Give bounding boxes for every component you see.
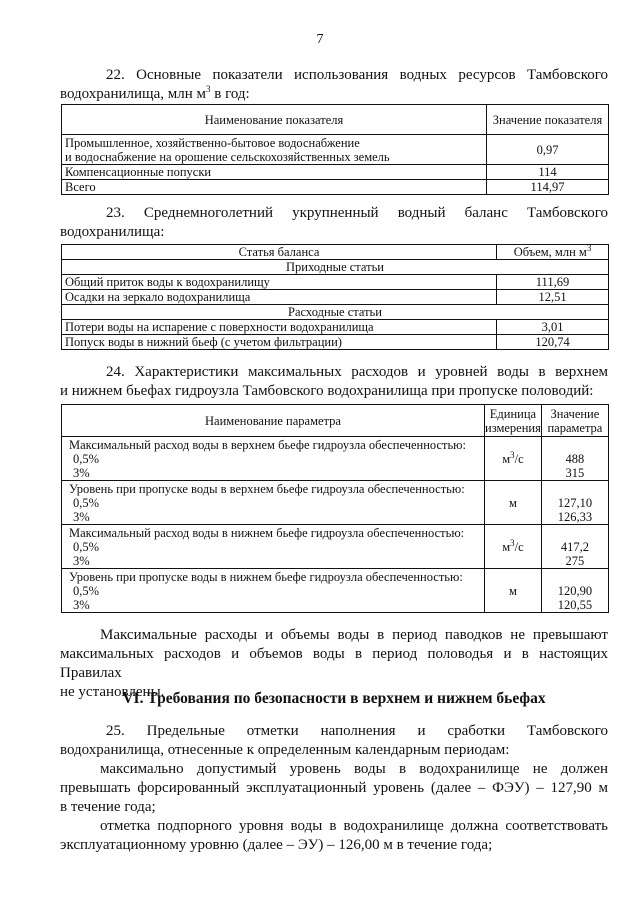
table-row (62, 165, 609, 180)
param-unit: м (485, 569, 542, 613)
param-name: Уровень при пропуске воды в нижнем бьефе гидроузла обеспеченностью: 0,5% 3% (62, 569, 485, 613)
row-value: 114 (487, 165, 609, 180)
table-row (62, 335, 609, 350)
text-line: водохранилища, отнесенные к определенным календарным периодам: (60, 742, 510, 758)
row-name: Промышленное, хозяйственно-бытовое водоснабжение и водоснабжение на орошение сельскохозяйственных земель (62, 135, 487, 165)
row-value: 114,97 (487, 180, 609, 195)
col-header-value: Значение параметра (541, 405, 608, 437)
row-name: Потери воды на испарение с поверхности водохранилища (62, 320, 497, 335)
table-flood-characteristics (61, 404, 609, 613)
param-values: 488 315 (541, 437, 608, 481)
section-23-heading (60, 204, 608, 242)
row-name: Попуск воды в нижний бьеф (с учетом фильтрации) (62, 335, 497, 350)
section-24-heading (60, 363, 608, 401)
row-name: Осадки на зеркало водохранилища (62, 290, 497, 305)
row-name: Компенсационные попуски (62, 165, 487, 180)
heading-line: 24. Характеристики максимальных расходов и уровней воды в верхнем (106, 364, 608, 380)
row-value: 0,97 (487, 135, 609, 165)
col-header-name: Наименование показателя (62, 105, 487, 135)
param-name: Максимальный расход воды в верхнем бьефе гидроузла обеспеченностью: 0,5% 3% (62, 437, 485, 481)
table-row (62, 290, 609, 305)
param-name: Максимальный расход воды в нижнем бьефе гидроузла обеспеченностью: 0,5% 3% (62, 525, 485, 569)
col-header-name: Наименование параметра (62, 405, 485, 437)
text-line: максимально допустимый уровень воды в водохранилище не должен (100, 761, 608, 777)
col-header-value: Объем, млн $м^3$ (497, 245, 609, 260)
table-row (62, 481, 609, 525)
text-line: отметка подпорного уровня воды в водохранилище должна соответствовать (100, 818, 608, 834)
row-value: 12,51 (497, 290, 609, 305)
group-expense-title: Расходные статьи (62, 305, 609, 320)
text-line: в течение года; (60, 799, 156, 815)
table-row (62, 525, 609, 569)
param-values: 127,10 126,33 (541, 481, 608, 525)
row-name: Всего (62, 180, 487, 195)
param-unit: $м^3/с$ (485, 437, 542, 481)
heading-line: и нижнем бьефах гидроузла Тамбовского водохранилища при пропуске половодий: (60, 383, 594, 399)
row-value: 111,69 (497, 275, 609, 290)
table-row (62, 320, 609, 335)
table-water-balance (61, 244, 609, 350)
text-line: превышать форсированный эксплуатационный уровень (далее – ФЭУ) – 127,90 м (60, 780, 608, 796)
col-header-value: Значение показателя (487, 105, 609, 135)
group-income-title: Приходные статьи (62, 260, 609, 275)
section-22-heading (60, 66, 608, 104)
col-header-unit: Единица измерения (485, 406, 541, 435)
row-name: Общий приток воды к водохранилищу (62, 275, 497, 290)
param-values: 120,90 120,55 (541, 569, 608, 613)
heading-line: водохранилища, млн $м^3$ в год: (60, 84, 250, 102)
text-line: эксплуатационному уровню (далее – ЭУ) – 126,00 м в течение года; (60, 837, 493, 853)
table-row (62, 437, 609, 481)
heading-line: 23. Среднемноголетний укрупненный водный баланс Тамбовского (106, 205, 608, 221)
param-unit: м (485, 481, 542, 525)
table-row (62, 180, 609, 195)
section-25 (60, 722, 608, 855)
col-header-name: Статья баланса (62, 245, 497, 260)
text-line: не установлены. (60, 684, 165, 700)
heading-line: 22. Основные показатели использования водных ресурсов Тамбовского (106, 67, 608, 83)
page-number: 7 (316, 32, 324, 47)
table-row (62, 275, 609, 290)
text-line: Максимальные расходы и объемы воды в период паводков не превышают (100, 627, 608, 643)
section-title: VI. Требования по безопасности в верхнем и нижнем бьефах (122, 690, 546, 707)
row-value: 3,01 (497, 320, 609, 335)
table-row (62, 135, 609, 165)
table-water-use (61, 104, 609, 195)
text-line: 25. Предельные отметки наполнения и сработки Тамбовского (106, 723, 608, 739)
param-values: 417,2 275 (541, 525, 608, 569)
param-unit: $м^3/с$ (485, 525, 542, 569)
heading-line: водохранилища: (60, 224, 165, 240)
text-line: максимальных расходов и объемов воды в период половодья и в настоящих Правилах (60, 646, 608, 681)
param-name: Уровень при пропуске воды в верхнем бьефе гидроузла обеспеченностью: 0,5% 3% (62, 481, 485, 525)
row-value: 120,74 (497, 335, 609, 350)
table-row (62, 569, 609, 613)
